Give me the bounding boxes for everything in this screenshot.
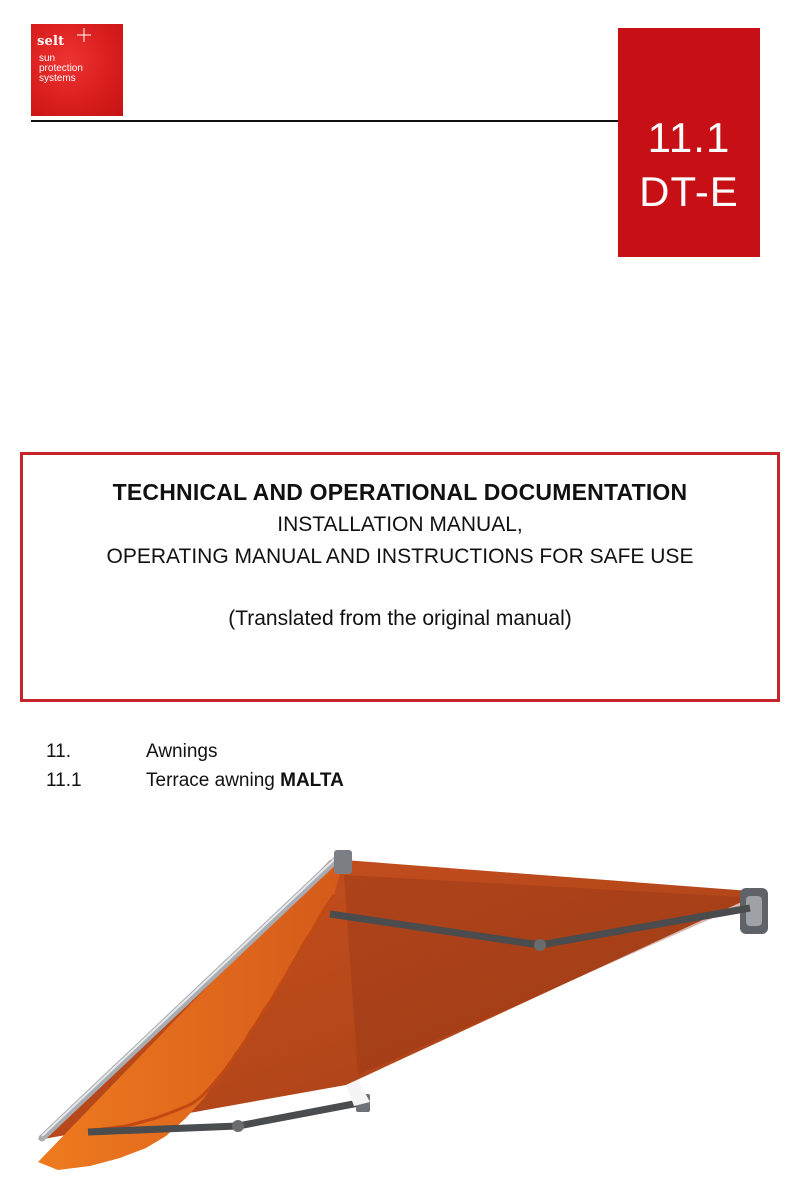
toc-item-text-regular: Terrace awning <box>146 770 281 791</box>
document-code-block <box>618 28 760 257</box>
logo-line-1: sun <box>39 53 56 64</box>
toc-item-number: 11. <box>46 741 72 762</box>
logo-line-3: systems <box>39 73 76 84</box>
document-title: TECHNICAL AND OPERATIONAL DOCUMENTATION <box>112 479 688 505</box>
document-code-number: 11.1 <box>647 114 731 161</box>
awning-illustration <box>28 840 788 1170</box>
toc-item-terrace-awning <box>46 769 446 793</box>
document-code-suffix: DT-E <box>639 168 739 215</box>
toc-item-number: 11.1 <box>46 770 82 791</box>
document-subtitle-1: INSTALLATION MANUAL, <box>277 513 523 536</box>
logo-star-icon <box>77 28 91 42</box>
header-rule <box>31 120 619 122</box>
document-subtitle-2: OPERATING MANUAL AND INSTRUCTIONS FOR SAFE USE <box>106 545 694 568</box>
toc-item-text: Awnings <box>146 741 218 762</box>
toc-item-product-name: MALTA <box>280 770 344 791</box>
selt-logo <box>31 24 123 116</box>
logo-brand-text: selt <box>37 34 65 49</box>
toc-item-awnings <box>46 740 446 764</box>
arm-elbow-joint <box>534 939 546 951</box>
logo-line-2: protection <box>39 63 83 74</box>
title-box <box>20 452 780 702</box>
arm-elbow-joint <box>232 1120 244 1132</box>
front-bar-end-cap <box>334 850 352 874</box>
translation-note: (Translated from the original manual) <box>228 607 572 630</box>
toc-item-text <box>146 769 344 793</box>
